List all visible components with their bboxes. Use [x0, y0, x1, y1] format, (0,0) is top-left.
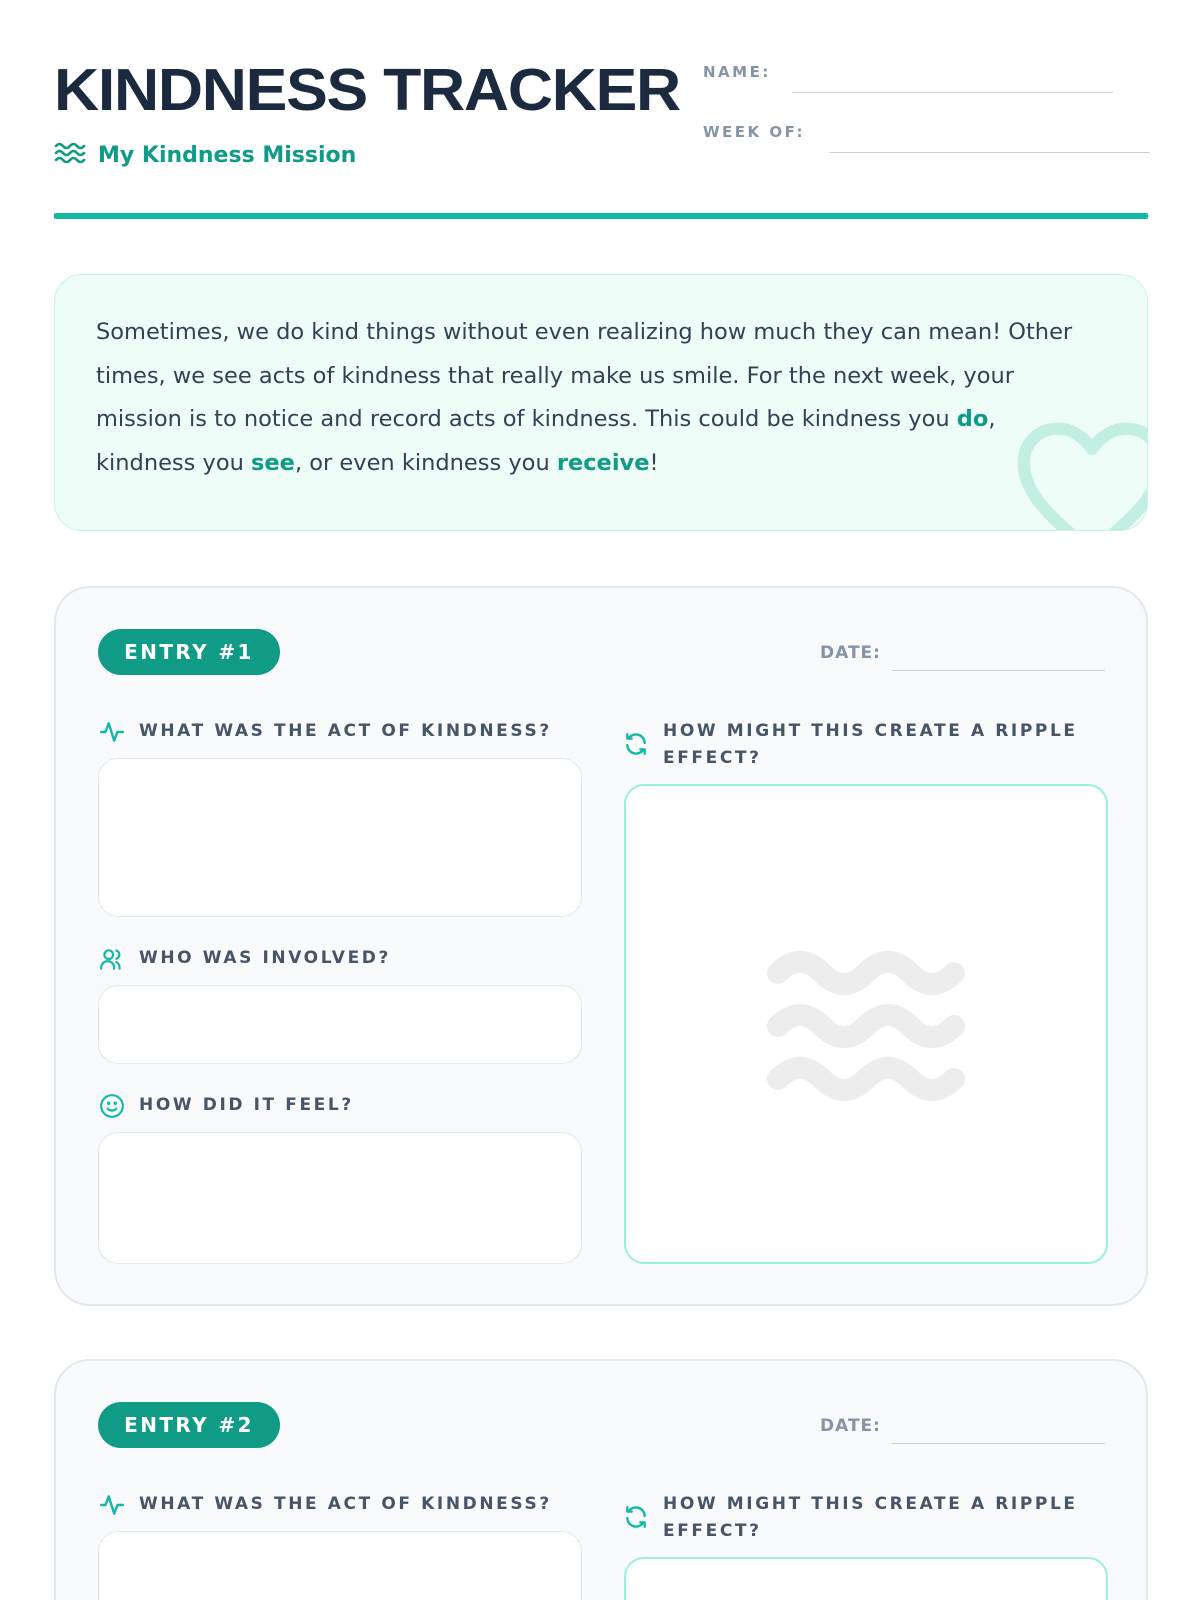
activity-icon — [98, 1491, 125, 1518]
header-divider — [54, 213, 1148, 219]
week-line[interactable] — [829, 133, 1150, 153]
waves-icon — [766, 951, 966, 1101]
smile-icon — [98, 1092, 125, 1119]
heart-icon — [1007, 415, 1148, 531]
entry-card — [54, 1359, 1148, 1600]
act-answer-box[interactable] — [98, 758, 582, 917]
ripple-answer-box[interactable] — [624, 1557, 1108, 1600]
question-who: WHO WAS INVOLVED? — [98, 945, 568, 972]
week-label: WEEK OF: — [703, 123, 806, 141]
week-field[interactable] — [703, 123, 805, 141]
users-icon — [98, 945, 125, 972]
entry-badge: ENTRY #2 — [98, 1402, 280, 1448]
question-feel: HOW DID IT FEEL? — [98, 1092, 568, 1119]
name-label: NAME: — [703, 63, 771, 81]
subtitle — [54, 140, 356, 170]
entry-badge: ENTRY #1 — [98, 629, 280, 675]
intro-text: Sometimes, we do kind things without even realizing how much they can mean! Other times, we see acts of kindness that really make us smile. For the next week, your mission is to notice and record acts of kindness. This could be kindness you do, kindness you see, or even kindness you receive! — [96, 319, 1073, 476]
waves-icon — [54, 140, 86, 170]
name-field[interactable] — [703, 63, 771, 81]
date-line[interactable] — [892, 1443, 1105, 1444]
entry-card — [54, 586, 1148, 1306]
question-act: WHAT WAS THE ACT OF KINDNESS? — [98, 718, 568, 745]
refresh-icon — [622, 730, 649, 757]
date-label: DATE: — [820, 1416, 881, 1436]
act-answer-box[interactable] — [98, 1531, 582, 1600]
date-line[interactable] — [892, 670, 1105, 671]
refresh-icon — [622, 1503, 649, 1530]
subtitle-text: My Kindness Mission — [98, 142, 357, 168]
name-line[interactable] — [792, 73, 1113, 93]
question-act: WHAT WAS THE ACT OF KINDNESS? — [98, 1491, 568, 1518]
question-ripple: HOW MIGHT THIS CREATE A RIPPLE EFFECT? — [622, 718, 1092, 772]
question-ripple: HOW MIGHT THIS CREATE A RIPPLE EFFECT? — [622, 1491, 1092, 1545]
who-answer-box[interactable] — [98, 985, 582, 1064]
intro-card — [54, 274, 1148, 531]
page-title: KINDNESS TRACKER — [54, 57, 680, 123]
ripple-answer-box[interactable] — [624, 784, 1108, 1264]
activity-icon — [98, 718, 125, 745]
date-label: DATE: — [820, 643, 881, 663]
feel-answer-box[interactable] — [98, 1132, 582, 1264]
